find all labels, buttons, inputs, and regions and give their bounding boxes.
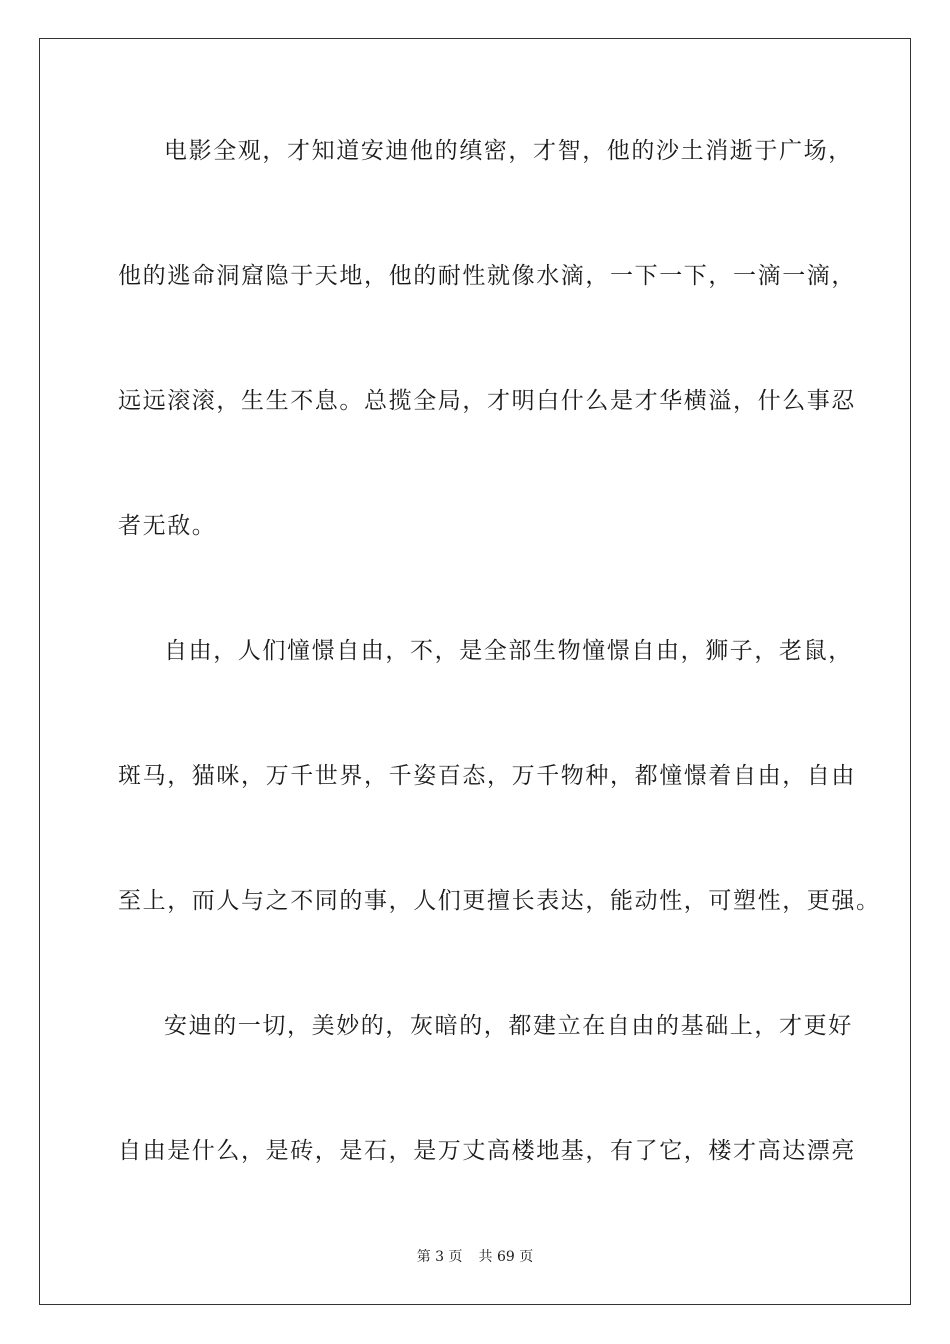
- paragraph-2-line-1: 自由，人们憧憬自由，不，是全部生物憧憬自由，狮子，老鼠，: [164, 638, 853, 664]
- paragraph-3-line-1: 安迪的一切，美妙的，灰暗的，都建立在自由的基础上，才更好: [164, 1013, 853, 1039]
- paragraph-1-line-3: 远远滚滚，生生不息。总揽全局，才明白什么是才华横溢，什么事忍: [118, 388, 856, 414]
- page-number: 第 3 页: [416, 1249, 463, 1265]
- page-footer: [0, 1248, 950, 1266]
- paragraph-1-line-2: 他的逃命洞窟隐于天地，他的耐性就像水滴，一下一下，一滴一滴，: [118, 263, 856, 289]
- page-total: 共 69 页: [478, 1249, 534, 1265]
- paragraph-4-line-1: 自由是什么，是砖，是石，是万丈高楼地基，有了它，楼才高达漂亮: [118, 1138, 856, 1164]
- paragraph-2-line-3: 至上，而人与之不同的事，人们更擅长表达，能动性，可塑性，更强。: [118, 888, 881, 914]
- paragraph-1-line-4: 者无敌。: [118, 513, 217, 539]
- page-border: [39, 38, 911, 1305]
- paragraph-1-line-1: 电影全观，才知道安迪他的缜密，才智，他的沙土消逝于广场，: [164, 138, 853, 164]
- paragraph-2-line-2: 斑马，猫咪，万千世界，千姿百态，万千物种，都憧憬着自由，自由: [118, 763, 856, 789]
